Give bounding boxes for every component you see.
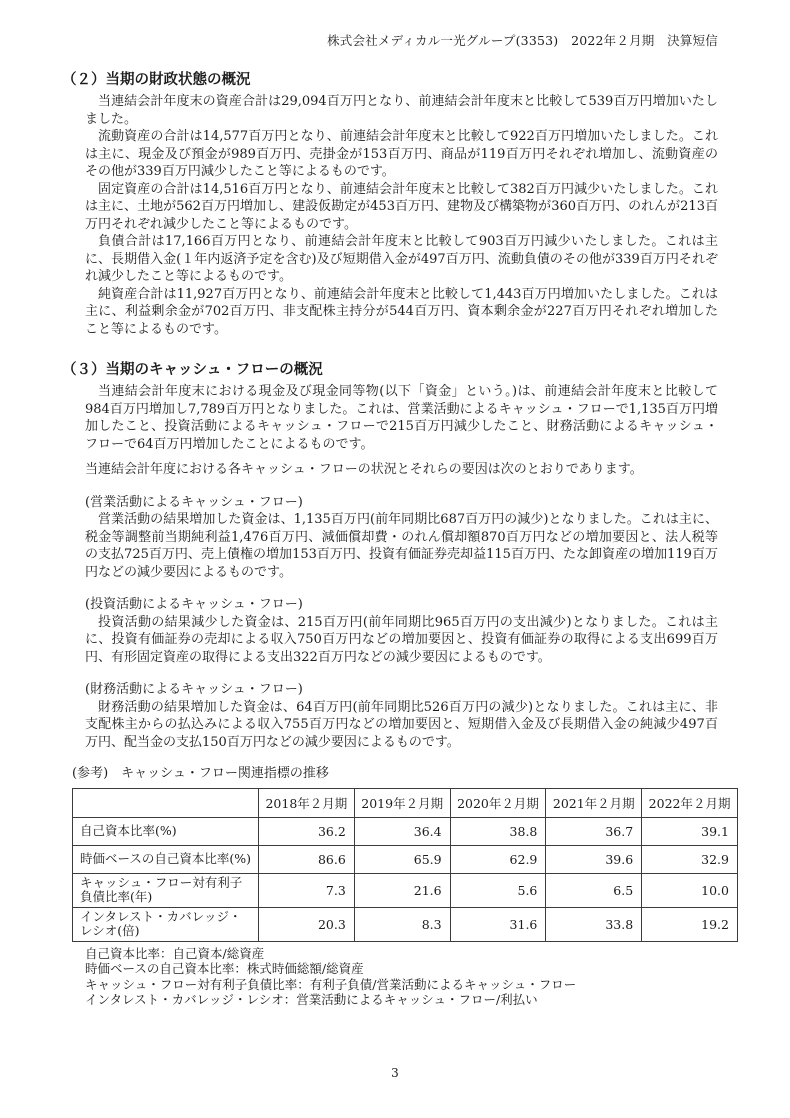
footnote-interest-coverage: インタレスト・カバレッジ・レシオ：営業活動によるキャッシュ・フロー/利払い bbox=[85, 992, 538, 1008]
table-footnotes bbox=[85, 946, 718, 1008]
table-cell: 38.8 bbox=[450, 817, 546, 845]
paragraph-liabilities: 負債合計は17,166百万円となり、前連結会計年度末と比較して903百万円減少いたしました。これは主に、長期借入金(１年内返済予定を含む)及び短期借入金が497百万円、流動負債のその他が339百万円それぞれ減少したこと等によるものです。 bbox=[85, 234, 718, 284]
cf-indicators-table bbox=[72, 788, 738, 942]
reference-table-title: (参考) キャッシュ・フロー関連指標の推移 bbox=[72, 766, 329, 781]
table-row-label: 自己資本比率(%) bbox=[73, 817, 259, 845]
table-cell: 36.7 bbox=[546, 817, 642, 845]
table-cell: 7.3 bbox=[259, 873, 355, 907]
paragraph-financing-cf: 財務活動の結果増加した資金は、64百万円(前年同期比526百万円の減少)となりました。これは主に、非支配株主からの払込みによる収入755百万円などの増加要因と、短期借入金及び長期借入金の純減少497百万円、配当金の支払150百万円などの減少要因によるものです。 bbox=[85, 699, 718, 750]
table-row-equity-ratio bbox=[73, 817, 738, 845]
table-cell: 33.8 bbox=[546, 907, 642, 941]
section-cash-flow bbox=[62, 360, 731, 1008]
table-header-fy2022: 2022年２月期 bbox=[642, 788, 738, 817]
table-header-row bbox=[73, 788, 738, 817]
table-cell: 39.6 bbox=[546, 845, 642, 873]
page-content bbox=[62, 70, 731, 1008]
table-cell: 21.6 bbox=[354, 873, 450, 907]
table-header-fy2020: 2020年２月期 bbox=[450, 788, 546, 817]
section-2-heading: （２）当期の財政状態の概況 bbox=[62, 71, 251, 88]
table-cell: 5.6 bbox=[450, 873, 546, 907]
footnote-market-equity-ratio: 時価ベースの自己資本比率：株式時価総額/総資産 bbox=[85, 961, 364, 977]
table-row-label: キャッシュ・フロー対有利子負債比率(年) bbox=[73, 873, 259, 907]
page-number: 3 bbox=[391, 1066, 399, 1080]
subsection-title-operating-cf: (営業活動によるキャッシュ・フロー) bbox=[85, 494, 303, 510]
paragraph-current-assets: 流動資産の合計は14,577百万円となり、前連結会計年度末と比較して922百万円増加いたしました。これは主に、現金及び預金が989百万円、売掛金が153百万円、商品が119百万円それぞれ増加し、流動資産のその他が339百万円減少したこと等によるものです。 bbox=[85, 129, 718, 179]
doc-header: 株式会社メディカル一光グループ(3353) 2022年２月期 決算短信 bbox=[327, 33, 718, 48]
table-row-label: 時価ベースの自己資本比率(%) bbox=[73, 845, 259, 873]
table-cell: 86.6 bbox=[259, 845, 355, 873]
paragraph-total-assets: 当連結会計年度末の資産合計は29,094百万円となり、前連結会計年度末と比較して539百万円増加いたしました。 bbox=[85, 94, 718, 127]
paragraph-fixed-assets: 固定資産の合計は14,516百万円となり、前連結会計年度末と比較して382百万円減少いたしました。これは主に、土地が562百万円増加し、建設仮勘定が453百万円、建物及び構築物が360百万円、のれんが213百万円それぞれ減少したこと等によるものです。 bbox=[85, 181, 718, 232]
section-2-body bbox=[85, 93, 718, 338]
section-3-heading: （３）当期のキャッシュ・フローの概況 bbox=[62, 361, 323, 378]
table-cell: 6.5 bbox=[546, 873, 642, 907]
table-cell: 65.9 bbox=[354, 845, 450, 873]
table-cell: 20.3 bbox=[259, 907, 355, 941]
table-header-fy2021: 2021年２月期 bbox=[546, 788, 642, 817]
table-cell: 62.9 bbox=[450, 845, 546, 873]
table-header-fy2019: 2019年２月期 bbox=[354, 788, 450, 817]
section-financial-position bbox=[62, 70, 718, 338]
table-cell: 31.6 bbox=[450, 907, 546, 941]
subsection-title-financing-cf: (財務活動によるキャッシュ・フロー) bbox=[85, 682, 303, 697]
paragraph-net-assets: 純資産合計は11,927百万円となり、前連結会計年度末と比較して1,443百万円増加いたしました。これは主に、利益剰余金が702百万円、非支配株主持分が544百万円、資本剰余金が227百万円それぞれ増加したこと等によるものです。 bbox=[85, 286, 718, 337]
table-cell: 39.1 bbox=[642, 817, 738, 845]
table-header-fy2018: 2018年２月期 bbox=[259, 788, 355, 817]
table-cell: 19.2 bbox=[642, 907, 738, 941]
table-row-interest-coverage bbox=[73, 907, 738, 941]
table-cell: 36.4 bbox=[354, 817, 450, 845]
paragraph-cf-lead: 当連結会計年度における各キャッシュ・フローの状況とそれらの要因は次のとおりであります。 bbox=[85, 462, 643, 477]
footnote-debt-cf-ratio: キャッシュ・フロー対有利子負債比率：有利子負債/営業活動によるキャッシュ・フロー bbox=[85, 976, 577, 992]
table-cell: 8.3 bbox=[354, 907, 450, 941]
paragraph-investing-cf: 投資活動の結果減少した資金は、215百万円(前年同期比965百万円の支出減少)となりました。これは主に、投資有価証券の売却による収入750百万円などの増加要因と、投資有価証券の取得による支出699百万円、有形固定資産の取得による支出322百万円などの減少要因によるものです。 bbox=[85, 614, 718, 665]
footnote-equity-ratio: 自己資本比率：自己資本/総資産 bbox=[85, 945, 265, 961]
table-cell: 10.0 bbox=[642, 873, 738, 907]
table-corner-cell bbox=[73, 788, 259, 817]
subsection-title-investing-cf: (投資活動によるキャッシュ・フロー) bbox=[85, 597, 303, 612]
paragraph-operating-cf: 営業活動の結果増加した資金は、1,135百万円(前年同期比687百万円の減少)となりました。これは主に、税金等調整前当期純利益1,476百万円、減価償却費・のれん償却額870百万円などの増加要因と、法人税等の支払725百万円、売上債権の増加153百万円、投資有価証券売却益115百万円、たな卸資産の増加119百万円などの減少要因によるものです。 bbox=[85, 512, 718, 580]
table-row-market-equity-ratio bbox=[73, 845, 738, 873]
section-3-body bbox=[85, 383, 718, 751]
table-cell: 36.2 bbox=[259, 817, 355, 845]
paragraph-cash-equivalents: 当連結会計年度末における現金及び現金同等物(以下「資金」という。)は、前連結会計年度末と比較して984百万円増加し7,789百万円となりました。これは、営業活動によるキャッシュ・フローで1,135百万円増加したこと、投資活動によるキャッシュ・フローで215百万円減少したこと、財務活動によるキャッシュ・フローで64百万円増加したことによるものです。 bbox=[85, 384, 718, 452]
table-row-label: インタレスト・カバレッジ・レシオ(倍) bbox=[73, 907, 259, 941]
table-row-debt-cf-ratio bbox=[73, 873, 738, 907]
table-cell: 32.9 bbox=[642, 845, 738, 873]
